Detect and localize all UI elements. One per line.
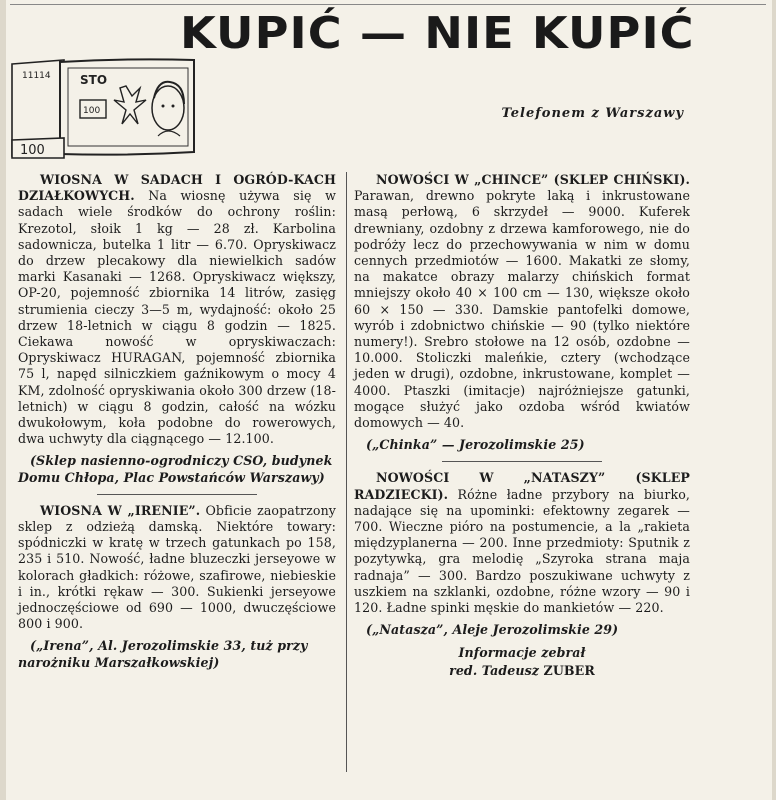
- credits: [354, 644, 690, 680]
- article-irena-body: Obficie zaopatrzony sklep z odzieżą damską. Niektóre towary: spódniczki w kratę w trzech gatunkach po 158, 235 i 510. Nowość, ładne bluzeczki jerseyowe w kolorach gładkich: różowe, szafirowe, niebieskie i in., krótki rękaw — 300. Sukienki jerseyowe jednoczęściowe od 690 — 1000, dwuczęściowe 800 i 900.: [18, 502, 336, 632]
- article-natasza-source: („Natasza”, Aleje Jerozolimskie 29): [366, 622, 619, 638]
- article-garden-heading: WIOSNA W SADACH I OGRÓD-KACH DZIAŁKOWYCH.: [18, 172, 336, 204]
- page-title: KUPIĆ — NIE KUPIĆ: [180, 8, 695, 59]
- credit-prefix: red. Tadeusz: [449, 663, 544, 679]
- article-irena-heading: WIOSNA W „IRENIE”.: [40, 502, 201, 518]
- right-column: [354, 172, 690, 680]
- separator: [97, 494, 257, 495]
- article-garden-body: Na wiosnę używa się w sadach wiele środków do ochrony roślin: Krezotol, słoik 1 kg — 28 zł. Karbolina sadownicza, butelka 1 litr — 6.70. Opryskiwacz do drzew plecakowy dla niewielkich sadów marki Kasanaki — 1268. Opryskiwacz większy, OP-20, pojemność zbiornika 14 litrów, zasięg strumienia cieczy 3—5 m, wydajność: około 25 drzew 18-letnich w ciągu 8 godzin — 1825. Ciekawa nowość w opryskiwaczach: Opryskiwacz HURAGAN, pojemność zbiornika 75 l, napęd silniczkiem gaźnikowym o mocy 4 KM, zdolność opryskiwania około 300 drzew (18-letnich) w ciągu 8 godzin, całość na wózku dwukołowym, koła podobne do rowerowych, dwa uchwyty dla ciągnącego — 12.100.: [18, 188, 336, 447]
- scan-edge-left: [0, 0, 6, 800]
- article-natasza-heading: NOWOŚCI W „NATASZY” (SKLEP RADZIECKI).: [354, 470, 690, 502]
- banknote-small-value: 100: [83, 106, 101, 116]
- banknote-drawing: [8, 56, 198, 160]
- credit-line-2: [354, 662, 690, 680]
- article-garden-source: (Sklep nasienno-ogrodniczy CSO, budynek Domu Chłopa, Plac Powstańców Warszawy): [18, 453, 333, 485]
- article-irena: [18, 503, 336, 633]
- credit-author: ZUBER: [543, 663, 595, 679]
- article-natasza: [354, 470, 690, 616]
- banknote-serial: 11114: [22, 71, 51, 81]
- scan-edge-right: [772, 0, 776, 800]
- article-garden: [18, 172, 336, 447]
- article-natasza-body: Różne ładne przybory na biurko, nadające się na upominki: efektowny zegarek — 700. Wieczne pióro na postumencie, a la „rakieta międzyplanerna — 200. Inne przedmioty: Sputnik z pozytywką, gra melodię „Szyroka strana maja radnaja” — 300. Bardzo poszukiwane uchwyty z uszkiem na szklanki, ozdobne, różne wzory — 90 i 120. Ładne spinki męskie do mankietów — 220.: [354, 486, 690, 616]
- article-irena-source: („Irena”, Al. Jerozolimskie 33, tuż przy narożniku Marszałkowskiej): [18, 638, 308, 670]
- banknote-word: STO: [80, 73, 108, 87]
- article-chinka-source: („Chinka” — Jerozolimskie 25): [366, 437, 585, 453]
- credit-line-1: Informacje zebrał: [458, 645, 586, 661]
- article-chinka-body: Parawan, drewno pokryte laką i inkrustowane masą perłową, 6 skrzydeł — 9000. Kuferek drewniany, ozdobny z drzewa kamforowego, nie do podróży lecz do przechowywania w nim w domu cennych przedmiotów — 1600. Makatki ze słomy, na makatce obrazy malarzy chińskich format mniejszy około 40 × 100 cm — 130, większe około 60 × 150 — 330. Damskie pantofelki domowe, wyrób i zdobnictwo chińskie — 90 (tylko niektóre numery!). Srebro stołowe na 12 osób, ozdobne — 10.000. Stoliczki maleńkie, cztery (wchodzące jeden w drugi), ozdobne, inkrustowane, komplet — 4000. Ptaszki (imitacje) najróżniejsze gatunki, mogące służyć jako ozdoba wśród kwiatów domowych — 40.: [354, 188, 690, 431]
- dateline: Telefonem z Warszawy: [501, 106, 684, 121]
- column-divider: [346, 172, 347, 772]
- article-chinka: [354, 172, 690, 431]
- banknote-corner-value: 100: [20, 143, 45, 158]
- top-rule: [10, 4, 766, 5]
- separator: [442, 461, 602, 462]
- article-chinka-heading: NOWOŚCI W „CHINCE” (SKLEP CHIŃSKI).: [376, 172, 690, 187]
- left-column: [18, 172, 336, 671]
